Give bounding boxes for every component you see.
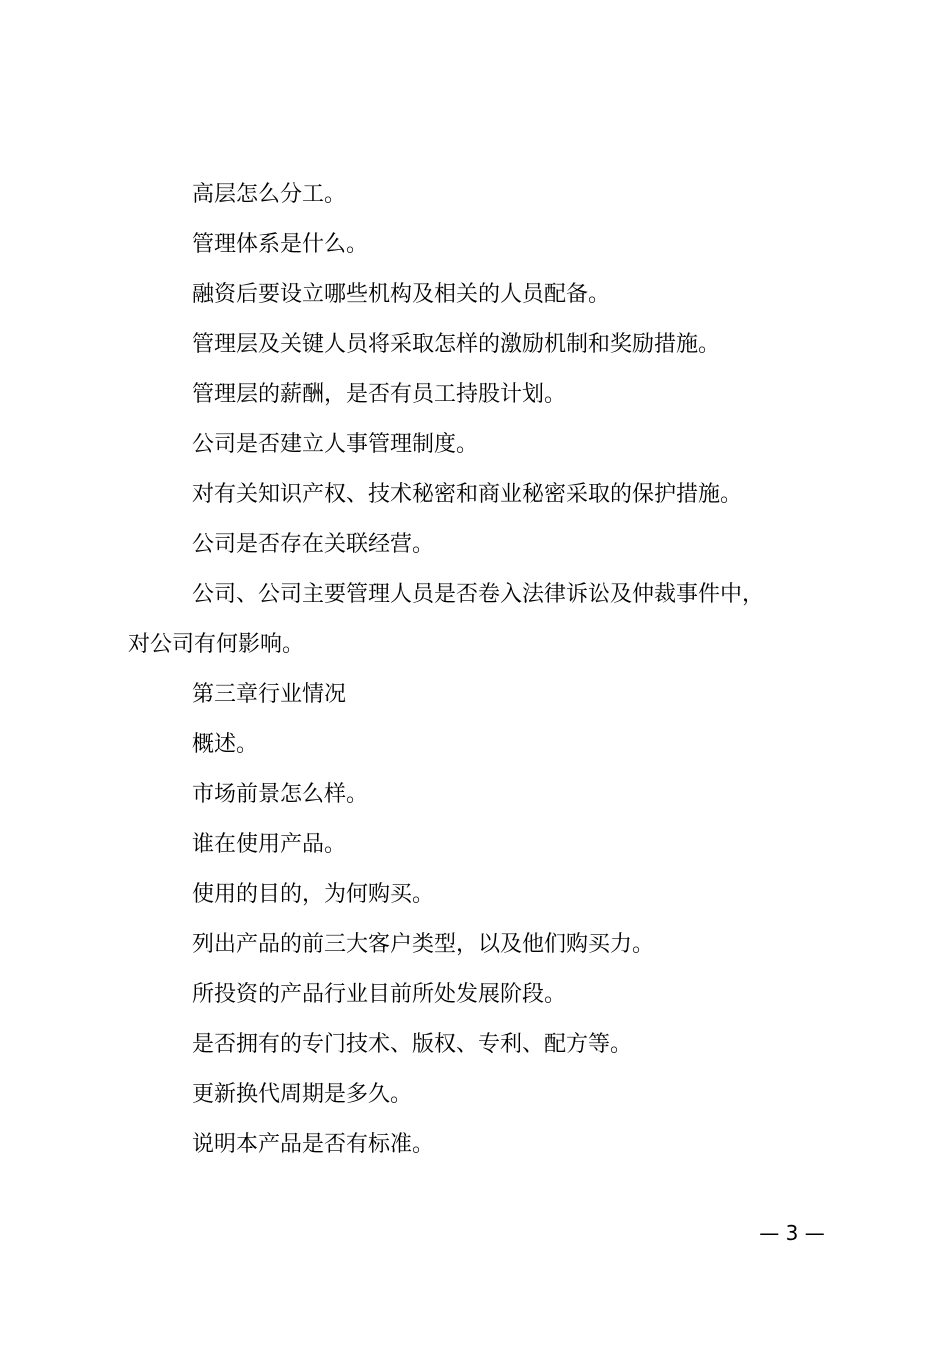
document-body — [128, 170, 808, 1170]
paragraph: 管理层及关键人员将采取怎样的激励机制和奖励措施。 — [192, 332, 721, 357]
paragraph: 概述。 — [192, 732, 259, 757]
paragraph: 更新换代周期是多久。 — [192, 1082, 413, 1107]
paragraph: 公司是否建立人事管理制度。 — [192, 432, 479, 457]
paragraph: 是否拥有的专门技术、版权、专利、配方等。 — [192, 1032, 633, 1057]
paragraph: 公司是否存在关联经营。 — [192, 532, 435, 557]
paragraph: 说明本产品是否有标准。 — [192, 1132, 435, 1157]
paragraph: 融资后要设立哪些机构及相关的人员配备。 — [192, 282, 611, 307]
paragraph: 谁在使用产品。 — [192, 832, 347, 857]
paragraph: 高层怎么分工。 — [192, 182, 347, 207]
paragraph-continuation: 对公司有何影响。 — [128, 632, 305, 657]
paragraph: 管理层的薪酬，是否有员工持股计划。 — [192, 382, 567, 407]
paragraph: 所投资的产品行业目前所处发展阶段。 — [192, 982, 567, 1007]
paragraph: 市场前景怎么样。 — [192, 782, 369, 807]
paragraph: 对有关知识产权、技术秘密和商业秘密采取的保护措施。 — [192, 482, 743, 507]
paragraph: 管理体系是什么。 — [192, 232, 369, 257]
chapter-heading: 第三章行业情况 — [192, 682, 347, 707]
paragraph: 列出产品的前三大客户类型，以及他们购买力。 — [192, 932, 655, 957]
paragraph: 使用的目的，为何购买。 — [192, 882, 435, 907]
paragraph: 公司、公司主要管理人员是否卷入法律诉讼及仲裁事件中， — [192, 582, 765, 607]
page-number: — 3 — — [759, 1221, 825, 1245]
